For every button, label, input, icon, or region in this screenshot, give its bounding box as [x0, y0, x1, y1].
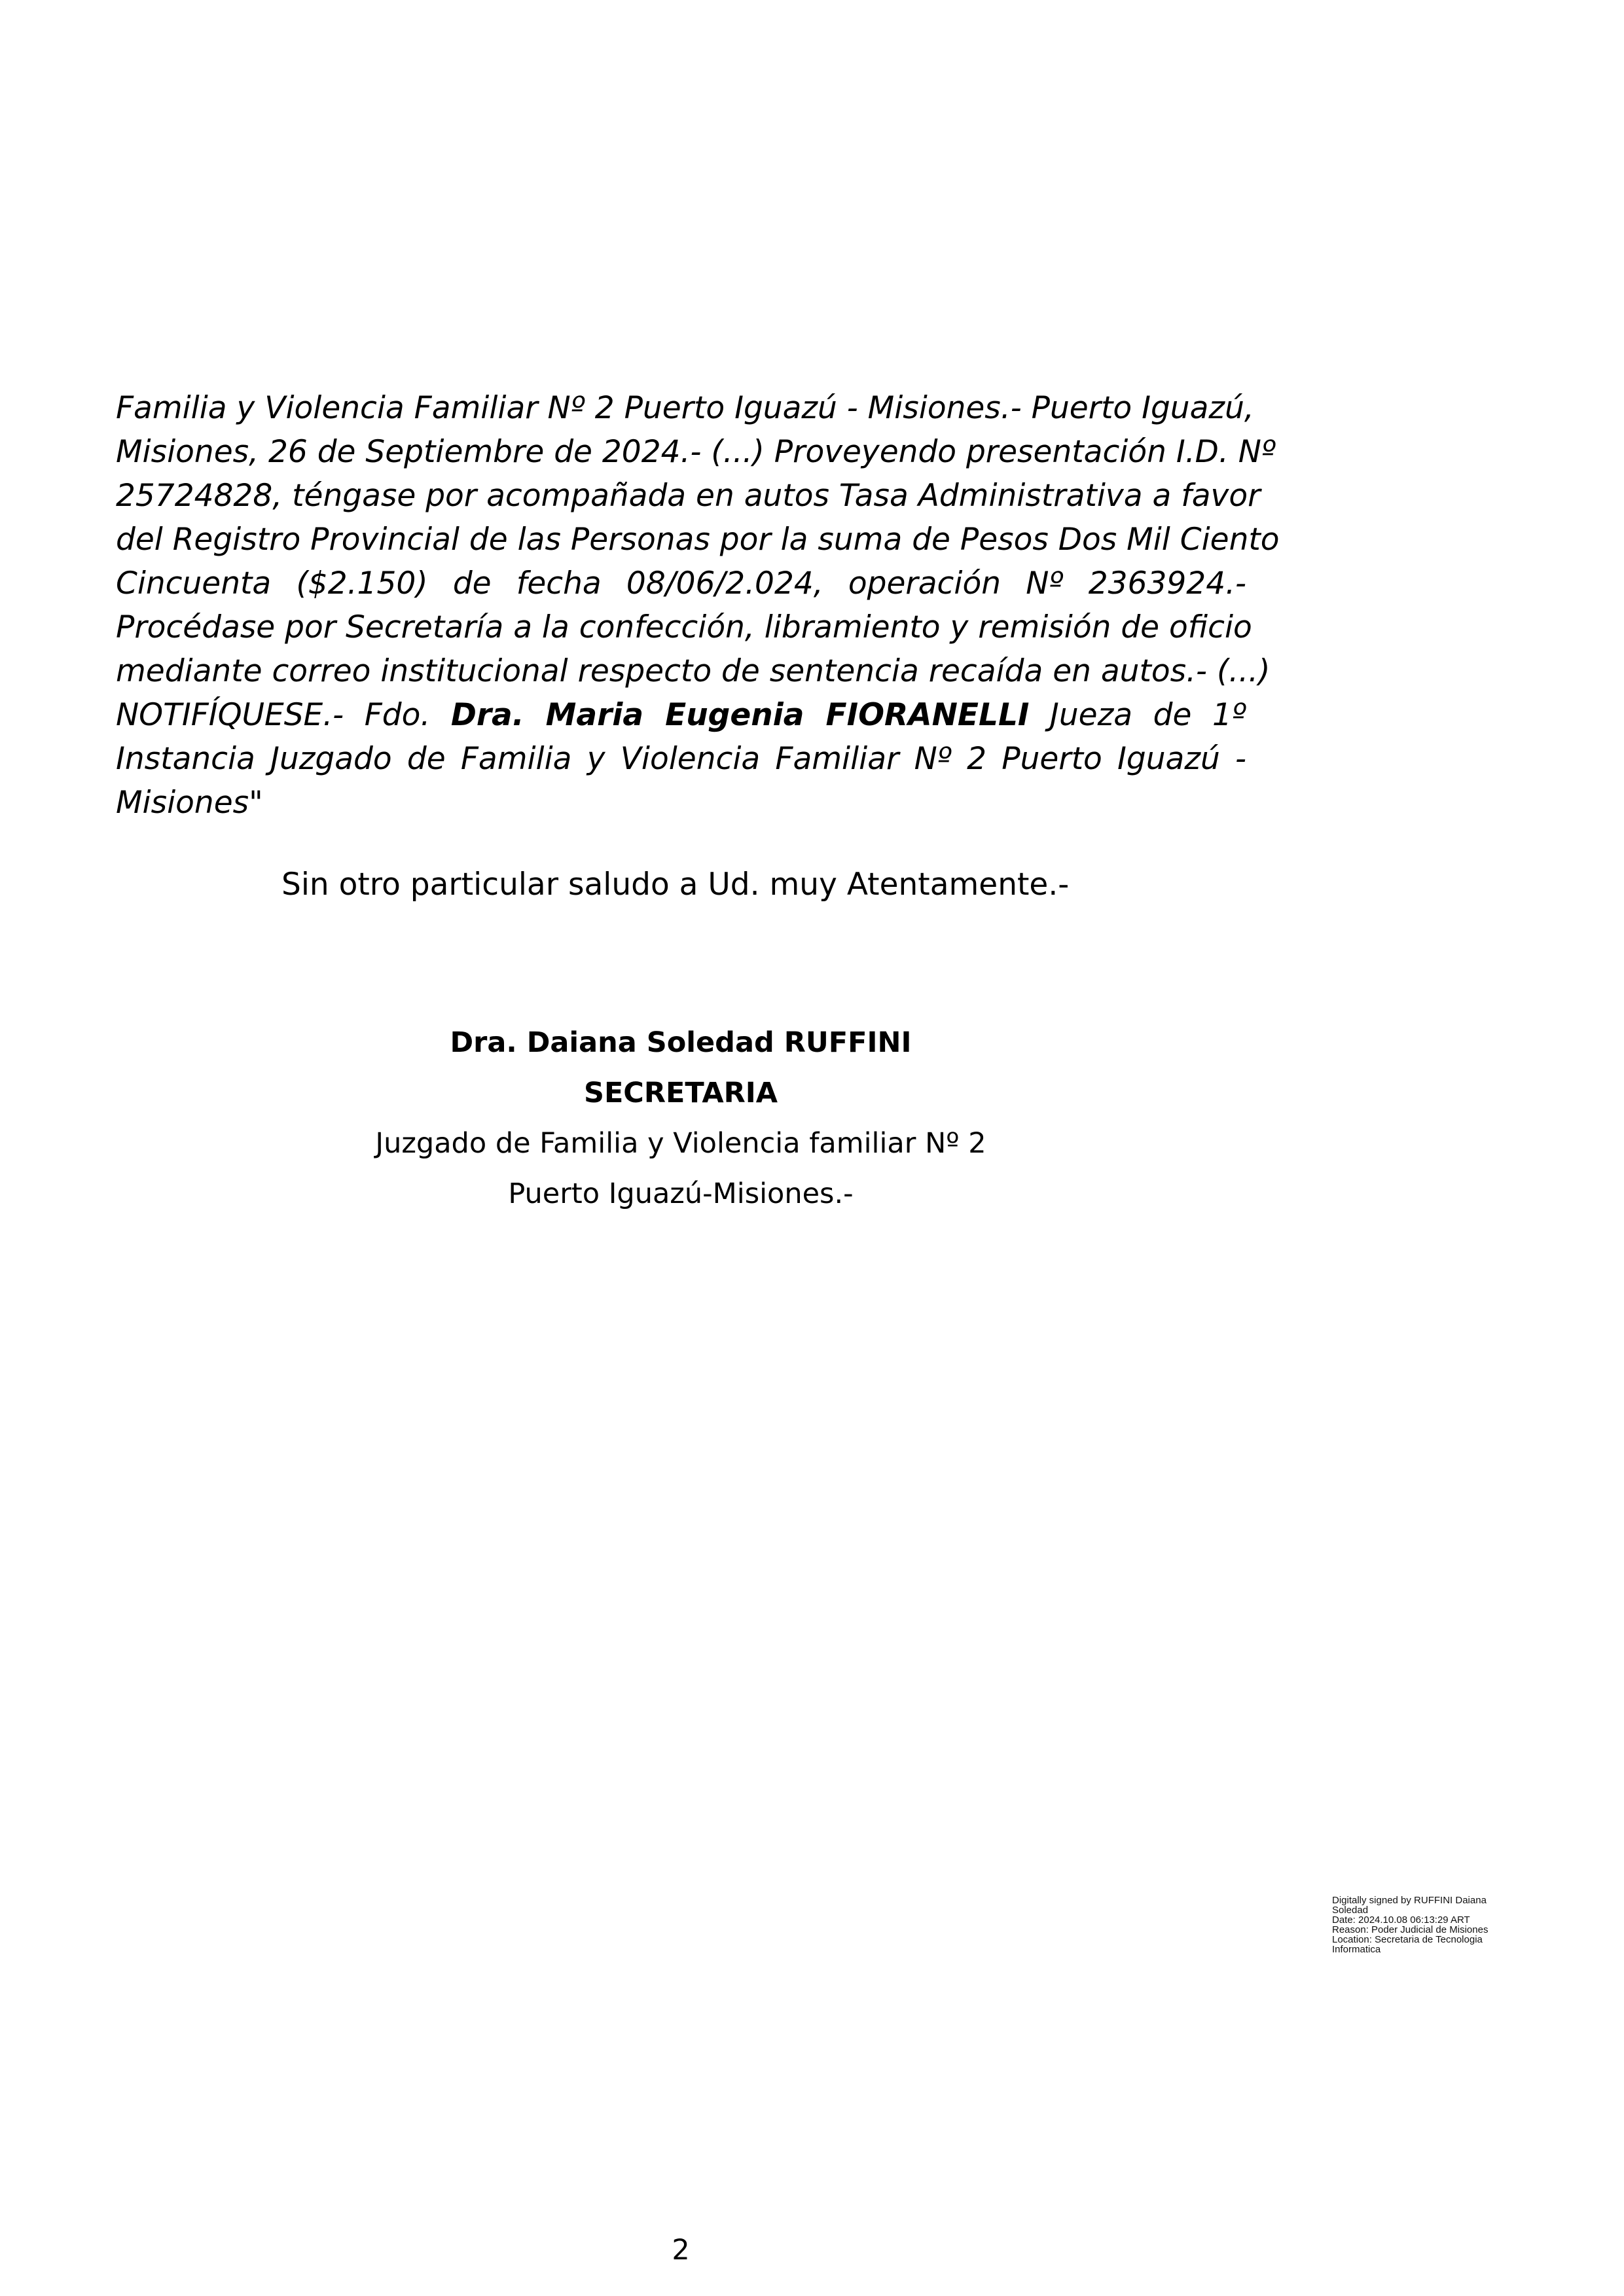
notify-text: NOTIFÍQUESE.- Fdo. — [116, 697, 451, 733]
judge-name: Dra. Maria Eugenia FIORANELLI — [450, 697, 1030, 733]
page-number: 2 — [672, 2234, 690, 2267]
signatory-title: SECRETARIA — [583, 1077, 778, 1109]
signatory-name: Dra. Daiana Soledad RUFFINI — [450, 1026, 912, 1059]
body-line-1: Familia y Violencia Familiar Nº 2 Puerto Iguazú - Misiones.- Puerto Iguazú, — [116, 390, 1254, 426]
signatory-place: Puerto Iguazú-Misiones.- — [508, 1177, 854, 1210]
body-line-6: Procédase por Secretaría a la confección, libramiento y remisión de oficio — [116, 609, 1252, 645]
body-line-10: Misiones" — [116, 785, 263, 821]
body-line-3: 25724828, téngase por acompañada en autos Tasa Administrativa a favor — [116, 478, 1261, 514]
body-line-4: del Registro Provincial de las Personas por la suma de Pesos Dos Mil Ciento — [116, 522, 1280, 558]
signatory-court: Juzgado de Familia y Violencia familiar Nº 2 — [375, 1127, 986, 1160]
body-paragraph — [116, 386, 1280, 825]
digital-signature-stamp — [1332, 1895, 1522, 1954]
digital-signature-signer: Digitally signed by RUFFINI Daiana Soledad — [1332, 1895, 1487, 1916]
digital-signature-location: Location: Secretaria de Tecnologia Informatica — [1332, 1934, 1483, 1955]
body-line-2: Misiones, 26 de Septiembre de 2024.- (...) Proveyendo presentación I.D. Nº — [116, 434, 1276, 470]
closing-salutation: Sin otro particular saludo a Ud. muy Atentamente.- — [281, 867, 1070, 903]
body-line-5: Cincuenta ($2.150) de fecha 08/06/2.024, operación Nº 2363924.- — [116, 565, 1246, 601]
body-line-7: mediante correo institucional respecto de sentencia recaída en autos.- (...) — [116, 653, 1271, 689]
judge-title-text: Jueza de 1º — [1029, 697, 1247, 733]
body-line-9: Instancia Juzgado de Familia y Violencia Familiar Nº 2 Puerto Iguazú - — [116, 741, 1246, 777]
digital-signature-reason: Reason: Poder Judicial de Misiones — [1332, 1924, 1489, 1935]
digital-signature-date: Date: 2024.10.08 06:13:29 ART — [1332, 1914, 1470, 1926]
body-line-8 — [116, 693, 1246, 737]
